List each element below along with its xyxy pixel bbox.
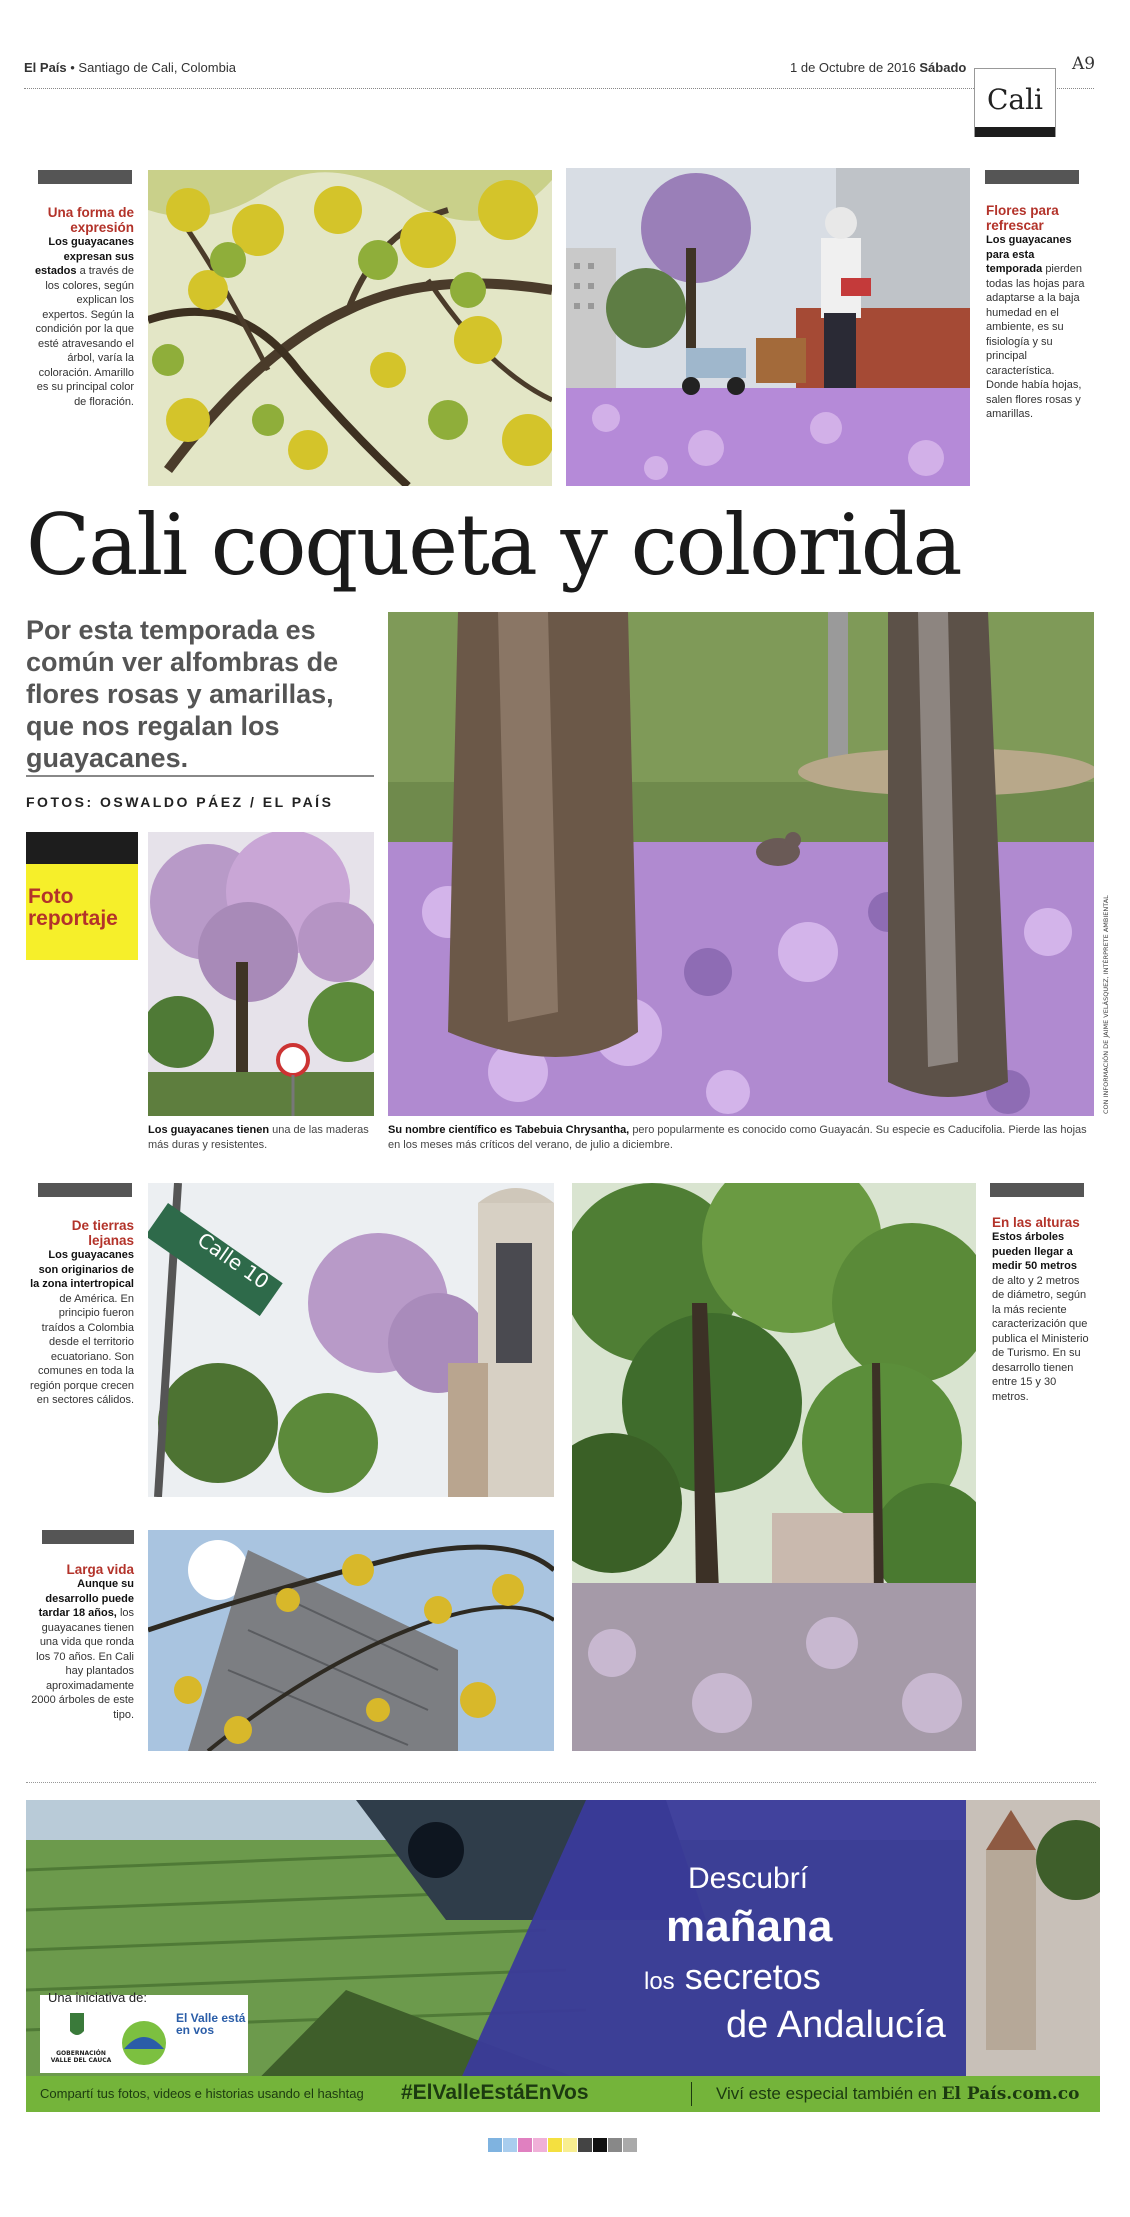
color-swatch: [518, 2138, 532, 2152]
hashtag[interactable]: #ElValleEstáEnVos: [401, 2081, 589, 2104]
weekday: Sábado: [919, 60, 967, 75]
caption-alturas: [992, 1215, 1092, 1404]
photo-caption-small: [148, 1123, 374, 1153]
street-sign-text: Calle 10: [193, 1227, 274, 1294]
caption-lejanas: [30, 1218, 134, 1408]
photo-yellow-sky: [148, 1530, 554, 1751]
caption-text: una de las maderas más duras y resistentes.: [148, 1124, 369, 1151]
ad-headline-3: [644, 1956, 821, 1998]
page-number: A9: [1072, 54, 1096, 74]
color-swatch: [503, 2138, 517, 2152]
caption-title: Flores para refrescar: [986, 203, 1059, 233]
caption-bar: [38, 1183, 132, 1197]
ad-headline-3a: los: [644, 1968, 675, 1995]
foto-reportaje-tag: [26, 864, 138, 960]
dateline: [790, 60, 966, 75]
caption-title: En las alturas: [992, 1215, 1080, 1230]
caption-title: Larga vida: [66, 1562, 134, 1577]
caption-text: los guayacanes tienen una vida que ronda los 70 años. En Cali hay plantados aproximadamente 2000 árboles de este tipo.: [31, 1607, 134, 1721]
caption-bar: [990, 1183, 1084, 1197]
caption-lead: Los guayacanes expresan sus estados: [34, 236, 134, 277]
ad-headline-3b: secretos: [684, 1956, 821, 1997]
color-swatch: [593, 2138, 607, 2152]
band-right-text: Viví este especial también en: [716, 2084, 937, 2103]
caption-lead: Los guayacanes son originarios de la zona intertropical: [30, 1249, 134, 1290]
photo-park-tree: [572, 1183, 976, 1751]
color-swatch: [608, 2138, 622, 2152]
color-swatch: [623, 2138, 637, 2152]
caption-lead: Estos árboles pueden llegar a medir 50 metros: [992, 1231, 1077, 1272]
date: 1 de Octubre de 2016: [790, 60, 916, 75]
site-link[interactable]: El País.com.co: [941, 2084, 1080, 2104]
photo-yellow-tree: [148, 170, 552, 486]
ad-headline-2: mañana: [666, 1902, 833, 1951]
side-credit-text: CON INFORMACIÓN DE JAIME VELÁSQUEZ, INTÉRPRETE AMBIENTAL: [1102, 895, 1110, 1114]
photo-main-trunks: [388, 612, 1094, 1116]
color-swatch: [578, 2138, 592, 2152]
caption-lead: Los guayacanes tienen: [148, 1124, 270, 1136]
deck: Por esta temporada es común ver alfombras de flores rosas y amarillas, que nos regalan los guayacanes.: [26, 615, 339, 773]
caption-text: de América. En principio fueron traídos a Colombia desde el territorio ecuatoriano. Son comunes en toda la región porque crecen en sectores cálidos.: [30, 1292, 134, 1406]
ad-hashtag-band: [26, 2076, 1100, 2112]
caption-refrescar: [986, 203, 1086, 422]
color-swatch: [563, 2138, 577, 2152]
caption-title: De tierras lejanas: [71, 1218, 134, 1248]
caption-text: pierden todas las hojas para adaptarse a la baja humedad en el ambiente, es su fisiología y su principal característica. Donde había hojas, salen flores rosas y amarillas.: [986, 263, 1085, 420]
caption-bar: [42, 1530, 134, 1544]
section-tab: [974, 68, 1056, 137]
ad-headline-1: Descubrí: [688, 1862, 809, 1895]
side-credit: [1096, 880, 1110, 1120]
caption-lead: Su nombre científico es Tabebuia Chrysantha,: [388, 1124, 630, 1136]
color-swatch: [548, 2138, 562, 2152]
gov-shield-icon: [70, 2013, 84, 2035]
gov-logo-text: GOBERNACIÓN VALLE DEL CAUCA: [50, 2050, 112, 2064]
caption-expresion: [30, 205, 134, 409]
section-label: Cali: [986, 83, 1044, 116]
headline: Cali coqueta y colorida: [26, 496, 961, 594]
deck-divider: [26, 775, 374, 777]
caption-text: a través de los colores, según explican los expertos. Según la condición por la que esté atravesando el árbol, varía la coloración. Amarillo es su principal color de floración.: [35, 265, 134, 408]
color-swatch: [488, 2138, 502, 2152]
caption-lead: Los guayacanes para esta temporada: [986, 234, 1072, 275]
valle-logo-text: El Valle está en vos: [176, 2011, 246, 2037]
photo-woman-dog: [566, 168, 970, 486]
band-right: [716, 2084, 1079, 2104]
ad-divider: [26, 1782, 1096, 1783]
masthead-line: El País • Santiago de Cali, Colombia: [24, 60, 236, 75]
paper-name: El País: [24, 60, 67, 75]
photo-credit: FOTOS: OSWALDO PÁEZ / EL PAÍS: [26, 794, 334, 810]
photo-pink-tree: [148, 832, 374, 1116]
caption-text: pero popularmente es conocido como Guayacán. Su especie es Caducifolia. Pierde las hojas en los meses más críticos del verano, de julio a diciembre.: [388, 1124, 1087, 1151]
photo-caption-main: [388, 1123, 1088, 1153]
caption-vida: [30, 1562, 134, 1722]
ad-headline-4: de Andalucía: [726, 2004, 946, 2046]
caption-text: de alto y 2 metros de diámetro, según la más reciente caracterización que publica el Ministerio de Turismo. En su desarrollo tienen entre 15 y 30 metros.: [992, 1274, 1089, 1403]
location: Santiago de Cali, Colombia: [78, 60, 236, 75]
caption-bar: [38, 170, 132, 184]
color-swatch: [533, 2138, 547, 2152]
section-tab-bar: [975, 127, 1055, 137]
caption-title: Una forma de expresión: [47, 205, 134, 235]
band-left-text: Compartí tus fotos, videos e historias usando el hashtag: [40, 2086, 364, 2101]
tag-bar: [26, 832, 138, 864]
header-divider: [24, 88, 1094, 89]
band-separator: [691, 2082, 692, 2106]
photo-street-sign: [148, 1183, 554, 1497]
caption-bar: [985, 170, 1079, 184]
tag-label: Foto reportaje: [28, 885, 118, 930]
caption-lead: Aunque su desarrollo puede tardar 18 años,: [38, 1578, 134, 1619]
ad-initiative-label: Una iniciativa de:: [48, 1990, 147, 2005]
